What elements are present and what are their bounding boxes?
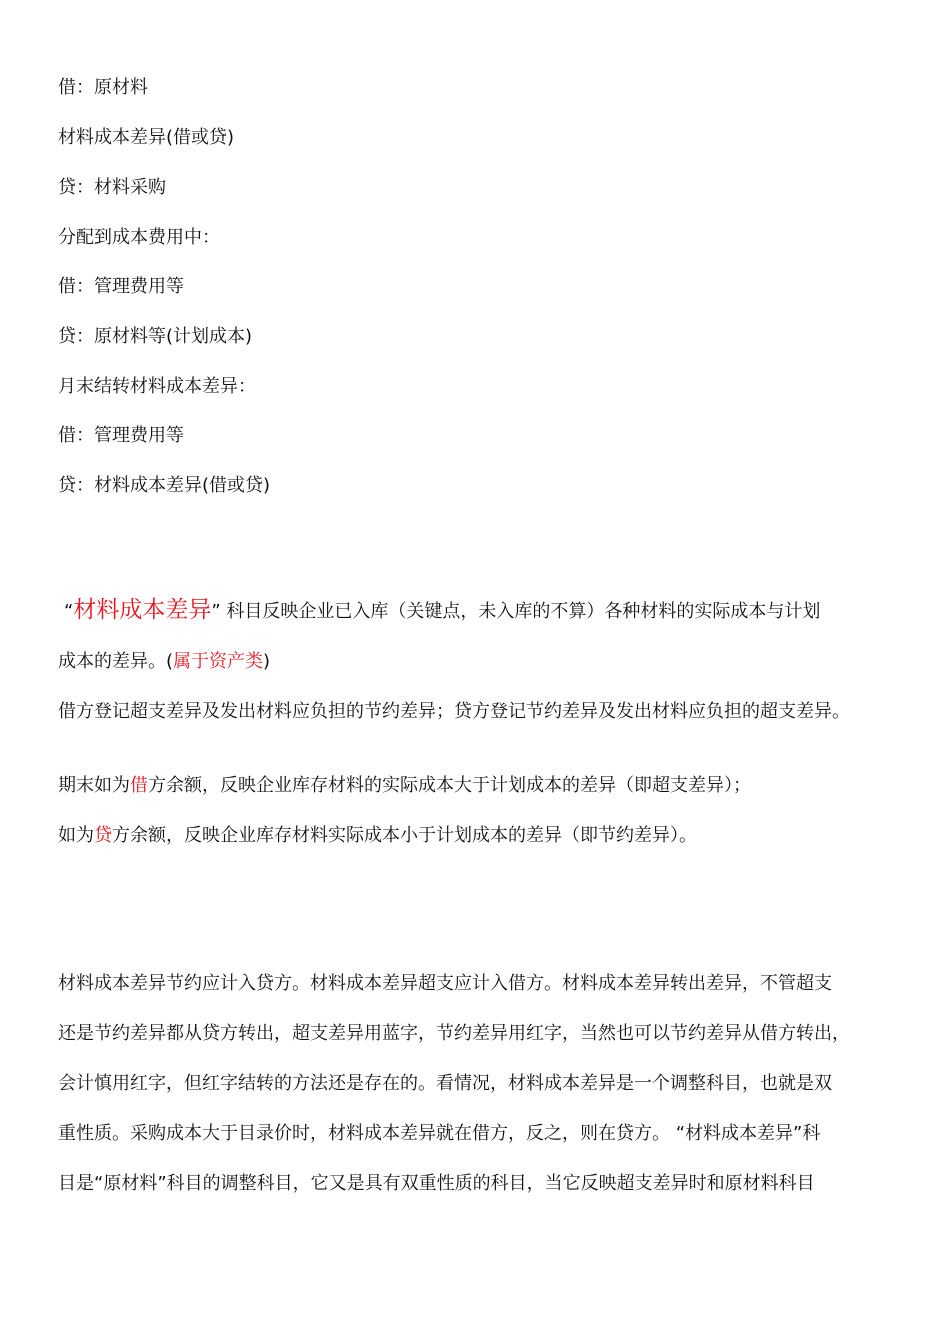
balance-text: 期末如为	[58, 775, 130, 796]
balance-text: 如为	[58, 825, 94, 846]
journal-entry-line: 贷：原材料等(计划成本)	[58, 326, 253, 347]
explanation-line: 目是“原材料”科目的调整科目，它又是具有双重性质的科目，当它反映超支差异时和原材料科目	[58, 1173, 815, 1194]
definition-term: 材料成本差异	[73, 597, 212, 623]
definition-line-2	[58, 650, 270, 674]
balance-text: 方余额，反映企业库存材料实际成本小于计划成本的差异（即节约差异）。	[112, 825, 697, 846]
definition-text: 成本的差异。(	[58, 651, 174, 672]
explanation-line: 会计慎用红字，但红字结转的方法还是存在的。看情况，材料成本差异是一个调整科目，也就是双	[58, 1073, 832, 1094]
journal-entry-line: 贷：材料成本差异(借或贷)	[58, 475, 271, 496]
journal-entry-line: 借：原材料	[58, 77, 148, 98]
definition-line-1	[64, 598, 820, 624]
journal-entry-line: 分配到成本费用中：	[58, 227, 220, 248]
journal-entry-line: 材料成本差异(借或贷)	[58, 127, 235, 148]
explanation-line: 重性质。采购成本大于目录价时，材料成本差异就在借方，反之，则在贷方。 “材料成本差异”科	[58, 1123, 821, 1144]
balance-line-debit	[58, 774, 751, 798]
close-quote: ”	[211, 601, 221, 622]
balance-text: 方余额，反映企业库存材料的实际成本大于计划成本的差异（即超支差异）；	[148, 775, 751, 796]
journal-entry-line: 借：管理费用等	[58, 276, 184, 297]
definition-line-3: 借方登记超支差异及发出材料应负担的节约差异；贷方登记节约差异及发出材料应负担的超支差异。	[58, 701, 850, 722]
definition-text: )	[263, 651, 271, 672]
journal-entry-line: 借：管理费用等	[58, 425, 184, 446]
balance-line-credit	[58, 824, 697, 848]
debit-highlight: 借	[130, 775, 148, 796]
open-quote: “	[64, 601, 74, 622]
credit-highlight: 贷	[94, 825, 112, 846]
definition-text: 科目反映企业已入库（关键点，未入库的不算）各种材料的实际成本与计划	[226, 601, 821, 622]
journal-entry-line: 贷：材料采购	[58, 177, 166, 198]
explanation-line: 材料成本差异节约应计入贷方。材料成本差异超支应计入借方。材料成本差异转出差异，不管超支	[58, 973, 832, 994]
journal-entry-line: 月末结转材料成本差异：	[58, 376, 256, 397]
explanation-line: 还是节约差异都从贷方转出，超支差异用蓝字，节约差异用红字，当然也可以节约差异从借方转出，	[58, 1023, 850, 1044]
asset-class-label: 属于资产类	[173, 651, 264, 672]
